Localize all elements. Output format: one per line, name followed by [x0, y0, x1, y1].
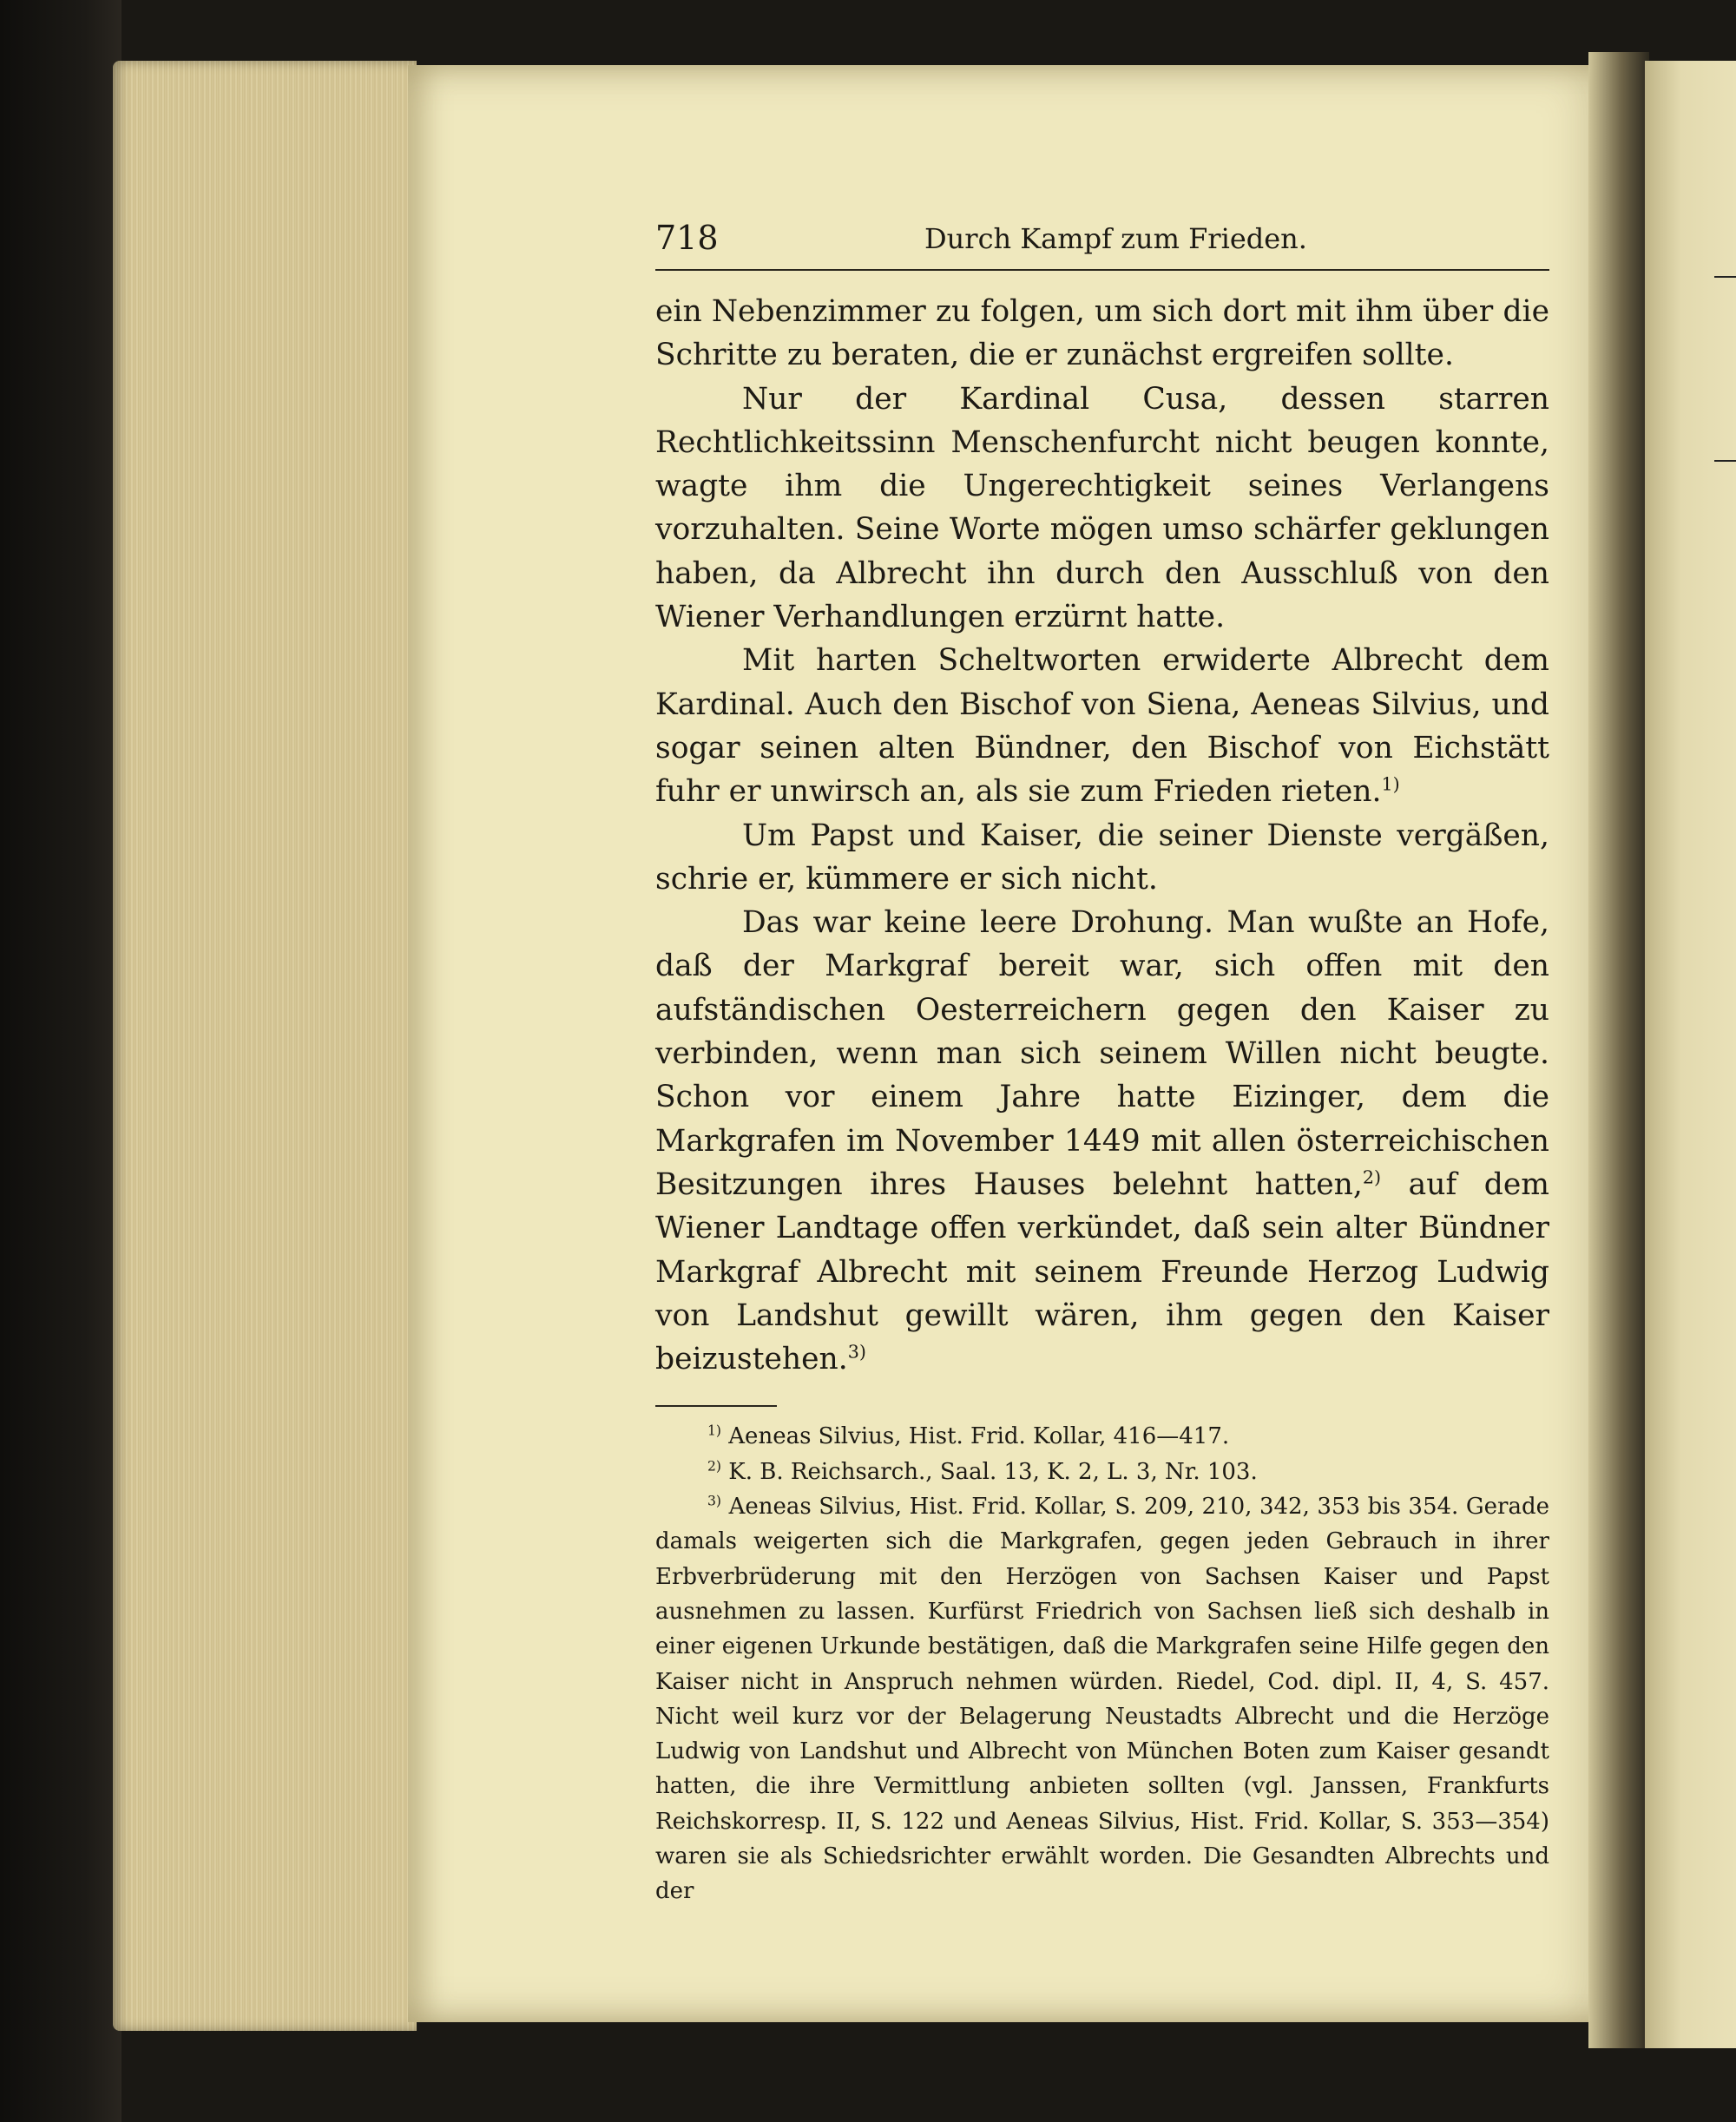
paragraph-text: Mit harten Scheltworten erwiderte Albrecht dem Kardinal. Auch den Bischof von Siena, Aeneas Silvius, und sogar seinen alten Bündner, den Bischof von Eichstätt fuhr er unwirsch an, als sie zum Frieden rieten. [655, 643, 1549, 810]
facing-page-edge [1645, 61, 1736, 2048]
running-title: Durch Kampf zum Frieden. [924, 222, 1307, 255]
footnote-text: Aeneas Silvius, Hist. Frid. Kollar, 416—417. [728, 1423, 1230, 1450]
facing-page-rule [1714, 460, 1736, 462]
footnote-ref[interactable]: 2) [1362, 1166, 1382, 1188]
footnote-ref[interactable]: 1) [1381, 773, 1400, 795]
footnote-mark: 1) [707, 1422, 722, 1439]
paragraph-text: auf dem Wiener Landtage offen verkündet, daß sein alter Bündner Markgraf Albrecht mit seinem Freunde Herzog Ludwig von Landshut gewillt wären, ihm gegen den Kaiser beizustehen. [655, 1166, 1549, 1377]
paragraph-text: Nur der Kardinal Cusa, dessen starren Rechtlichkeitssinn Menschenfurcht nicht beugen konnte, wagte ihm die Ungerechtigkeit seines Verlangens vorzuhalten. Seine Worte mögen umso schärfer geklungen haben, da Albrecht ihn durch den Ausschluß von den Wiener Verhandlungen erzürnt hatte. [655, 381, 1549, 635]
background-binding [0, 0, 122, 2122]
paragraph-text: ein Nebenzimmer zu folgen, um sich dort mit ihm über die Schritte zu beraten, die er zunächst ergreifen sollte. [655, 294, 1549, 373]
footnote-mark: 3) [707, 1493, 722, 1509]
page-block-edges [113, 61, 417, 2031]
book-gutter [1588, 52, 1649, 2048]
footnote-ref[interactable]: 3) [847, 1341, 866, 1363]
footnote [655, 1419, 1549, 1454]
paragraph [655, 814, 1549, 902]
paragraph [655, 290, 1549, 378]
footnote-mark: 2) [707, 1458, 722, 1475]
paragraph-text: Um Papst und Kaiser, die seiner Dienste vergäßen, schrie er, kümmere er sich nicht. [655, 818, 1549, 897]
footnote-text: Aeneas Silvius, Hist. Frid. Kollar, S. 209, 210, 342, 353 bis 354. Gerade damals weigerten sich die Markgrafen, gegen jeden Gebrauch in ihrer Erbverbrüderung mit den Herzögen von Sachsen Kaiser und Papst ausnehmen zu lassen. Kurfürst Friedrich von Sachsen ließ sich deshalb in einer eigenen Urkunde bestätigen, daß die Markgrafen seine Hilfe gegen den Kaiser nicht in Anspruch nehmen würden. Riedel, Cod. dipl. II, 4, S. 457. Nicht weil kurz vor der Belagerung Neustadts Albrecht und die Herzöge Ludwig von Landshut und Albrecht von München Boten zum Kaiser gesandt hatten, die ihre Vermittlung anbieten sollten (vgl. Janssen, Frankfurts Reichskorresp. II, S. 122 und Aeneas Silvius, Hist. Frid. Kollar, S. 353—354) waren sie als Schiedsrichter erwählt worden. Die Gesandten Albrechts und der [655, 1494, 1549, 1905]
paragraph [655, 639, 1549, 813]
footnote-text: K. B. Reichsarch., Saal. 13, K. 2, L. 3, Nr. 103. [728, 1458, 1258, 1485]
facing-page-rule [1714, 276, 1736, 278]
page-content [655, 217, 1549, 1909]
paragraph [655, 378, 1549, 640]
footnotes [655, 1419, 1549, 1908]
paragraph-text: Das war keine leere Drohung. Man wußte an Hofe, daß der Markgraf bereit war, sich offen mit den aufständischen Oesterreichern gegen den Kaiser zu verbinden, wenn man sich seinem Willen nicht beugte. Schon vor einem Jahre hatte Eizinger, dem die Markgrafen im November 1449 mit allen österreichischen Besitzungen ihres Hauses belehnt hatten, [655, 905, 1549, 1202]
running-head [655, 217, 1549, 271]
page-number: 718 [655, 219, 719, 257]
paragraph [655, 901, 1549, 1381]
footnote [655, 1489, 1549, 1909]
footnote-divider [655, 1405, 777, 1407]
footnote [655, 1455, 1549, 1489]
body-text [655, 290, 1549, 1381]
